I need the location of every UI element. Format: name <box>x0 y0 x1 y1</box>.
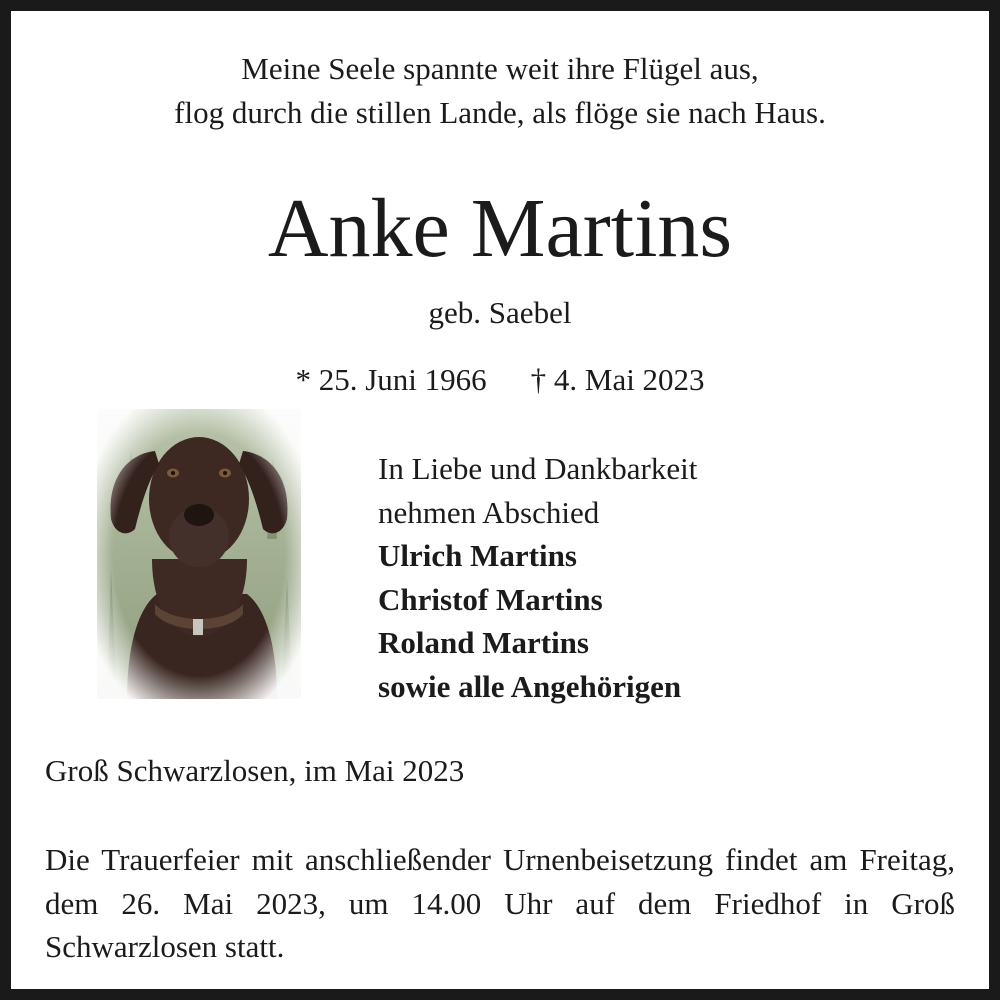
ceremony-info: Die Trauerfeier mit anschließender Urnenbeisetzung findet am Freitag, dem 26. Mai 2023, um 14.00 Uhr auf dem Friedhof in Groß Schwarzlosen statt. <box>45 842 955 964</box>
birth-name: geb. Saebel <box>428 295 572 330</box>
mourners-list <box>378 447 697 708</box>
poem <box>11 47 989 135</box>
deceased-name: Anke Martins <box>267 182 733 275</box>
mourner-name: Ulrich Martins <box>378 538 577 573</box>
place-date: Groß Schwarzlosen, im Mai 2023 <box>45 753 465 788</box>
dog-photo <box>97 409 301 699</box>
death-date: † 4. Mai 2023 <box>530 362 705 397</box>
mourners-line: nehmen Abschied <box>378 494 600 530</box>
poem-line: flog durch die stillen Lande, als flöge sie nach Haus. <box>174 95 826 130</box>
mourner-name: Christof Martins <box>378 581 603 617</box>
mourners-relatives: sowie alle Angehörigen <box>378 668 682 704</box>
birth-date: * 25. Juni 1966 <box>295 362 487 397</box>
poem-line: Meine Seele spannte weit ihre Flügel aus, <box>241 51 759 86</box>
mourners-line: In Liebe und Dankbarkeit <box>378 451 698 486</box>
dog-image <box>97 409 301 699</box>
mourner-name: Roland Martins <box>378 625 589 660</box>
life-dates <box>11 358 989 402</box>
